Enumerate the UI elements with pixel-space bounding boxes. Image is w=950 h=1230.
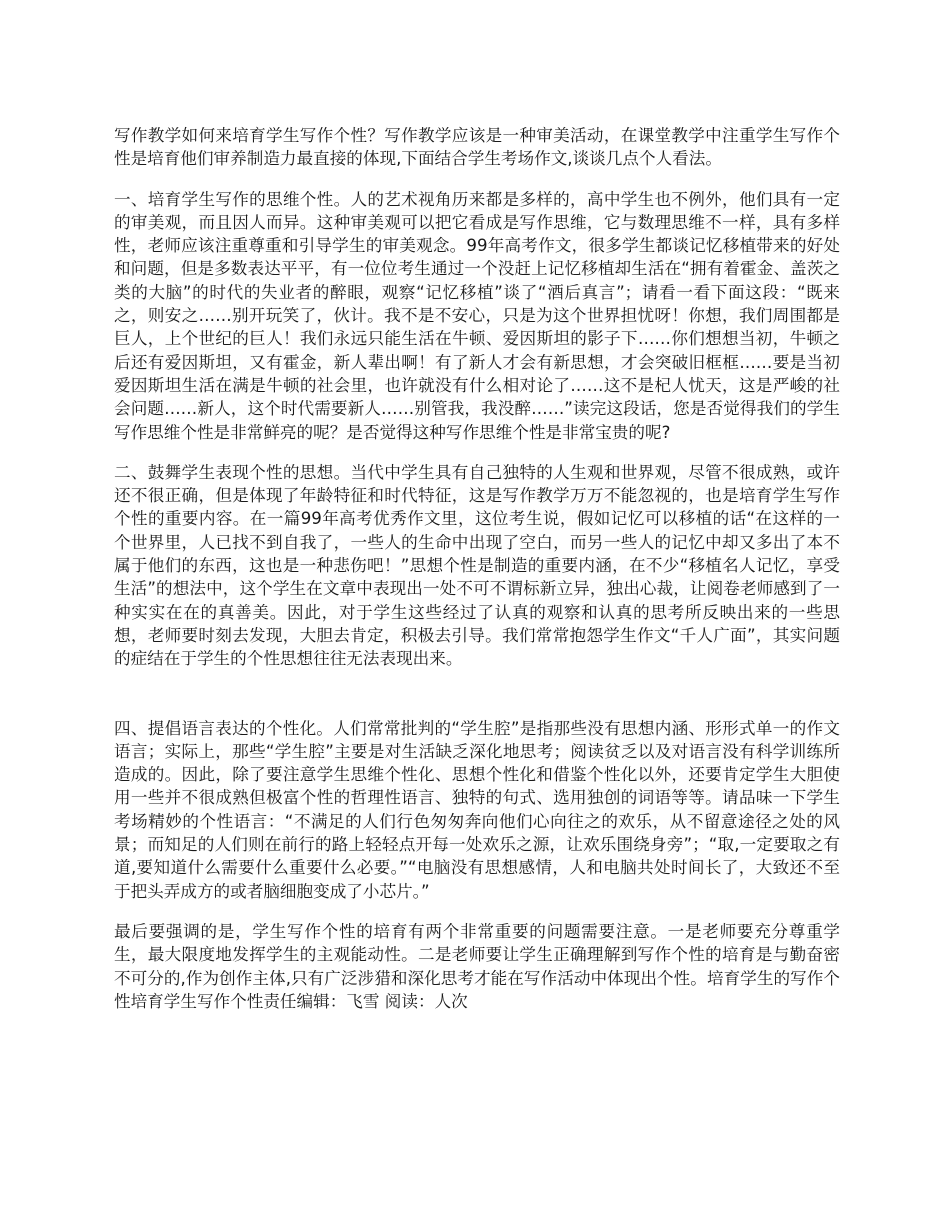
section-two-paragraph: 二、鼓舞学生表现个性的思想。当代中学生具有自己独特的人生观和世界观，尽管不很成熟，或许还不很正确，但是体现了年龄特征和时代特征，这是写作教学万万不能忽视的，也是培育学生写作个性的重要内容。在一篇99年高考优秀作文里，这位考生说，假如记忆可以移植的话“在这样的一个世界里，人已找不到自我了，一些人的生命中出现了空白，而另一些人的记忆中却又多出了本不属于他们的东西，这也是一种悲伤吧！”思想个性是制造的重要内涵，在不少“移植名人记忆，享受生活”的想法中，这个学生在文章中表现出一处不可不谓标新立异，独出心裁，让阅卷老师感到了一种实实在在的真善美。因此，对于学生这些经过了认真的观察和认真的思考所反映出来的一些思想，老师要时刻去发现，大胆去肯定，积极去引导。我们常常抱怨学生作文“千人广面”，其实问题的症结在于学生的个性思想往往无法表现出来。 (114, 462, 840, 669)
article-body (114, 124, 840, 1030)
conclusion-paragraph: 最后要强调的是，学生写作个性的培育有两个非常重要的问题需要注意。一是老师要充分尊重学生，最大限度地发挥学生的主观能动性。二是老师要让学生正确理解到写作个性的培育是与勤奋密不可分的,作为创作主体,只有广泛涉猎和深化思考才能在写作活动中体现出个性。培育学生的写作个性培育学生写作个性责任编辑：飞雪 阅读：人次 (114, 921, 840, 1011)
section-one-paragraph: 一、培育学生写作的思维个性。人的艺术视角历来都是多样的，高中学生也不例外，他们具有一定的审美观，而且因人而异。这种审美观可以把它看成是写作思维，它与数理思维不一样，具有多样性，老师应该注重尊重和引导学生的审美观念。99年高考作文，很多学生都谈记忆移植带来的好处和问题，但是多数表达平平，有一位位考生通过一个没赶上记忆移植却生活在“拥有着霍金、盖茨之类的大脑”的时代的失业者的醉眼，观察“记忆移植”谈了“酒后真言”；请看一看下面这段：“既来之，则安之……别开玩笑了，伙计。我不是不安心，只是为这个世界担忧呀！你想，我们周围都是巨人，上个世纪的巨人！我们永远只能生活在牛顿、爱因斯坦的影子下……你们想想当初，牛顿之后还有爱因斯坦，又有霍金，新人辈出啊！有了新人才会有新思想，才会突破旧框框……要是当初爱因斯坦生活在满是牛顿的社会里，也许就没有什么相对论了……这不是杞人忧天，这是严峻的社会问题……新人，这个时代需要新人……别管我，我没醉……”读完这段话，您是否觉得我们的学生写作思维个性是非常鲜亮的呢？是否觉得这种写作思维个性是非常宝贵的呢? (114, 189, 840, 442)
intro-paragraph: 写作教学如何来培育学生写作个性？写作教学应该是一种审美活动，在课堂教学中注重学生写作个性是培育他们审养制造力最直接的体现,下面结合学生考场作文,谈谈几点个人看法。 (114, 126, 840, 169)
section-four-paragraph: 四、提倡语言表达的个性化。人们常常批判的“学生腔”是指那些没有思想内涵、形形式单一的作文语言；实际上，那些“学生腔”主要是对生活缺乏深化地思考；阅读贫乏以及对语言没有科学训练所造成的。因此，除了要注意学生思维个性化、思想个性化和借鉴个性化以外，还要肯定学生大胆使用一些并不很成熟但极富个性的哲理性语言、独特的句式、选用独创的词语等等。请品味一下学生考场精妙的个性语言：“不满足的人们行色匆匆奔向他们心向往之的欢乐，从不留意途径之处的风景；而知足的人们则在前行的路上轻轻点开每一处欢乐之源，让欢乐围绕身旁”；“取,一定要取之有道,要知道什么需要什么重要什么必要。”“电脑没有思想感情，人和电脑共处时间长了，大致还不至于把头弄成方的或者脑细胞变成了小芯片。” (114, 718, 840, 901)
